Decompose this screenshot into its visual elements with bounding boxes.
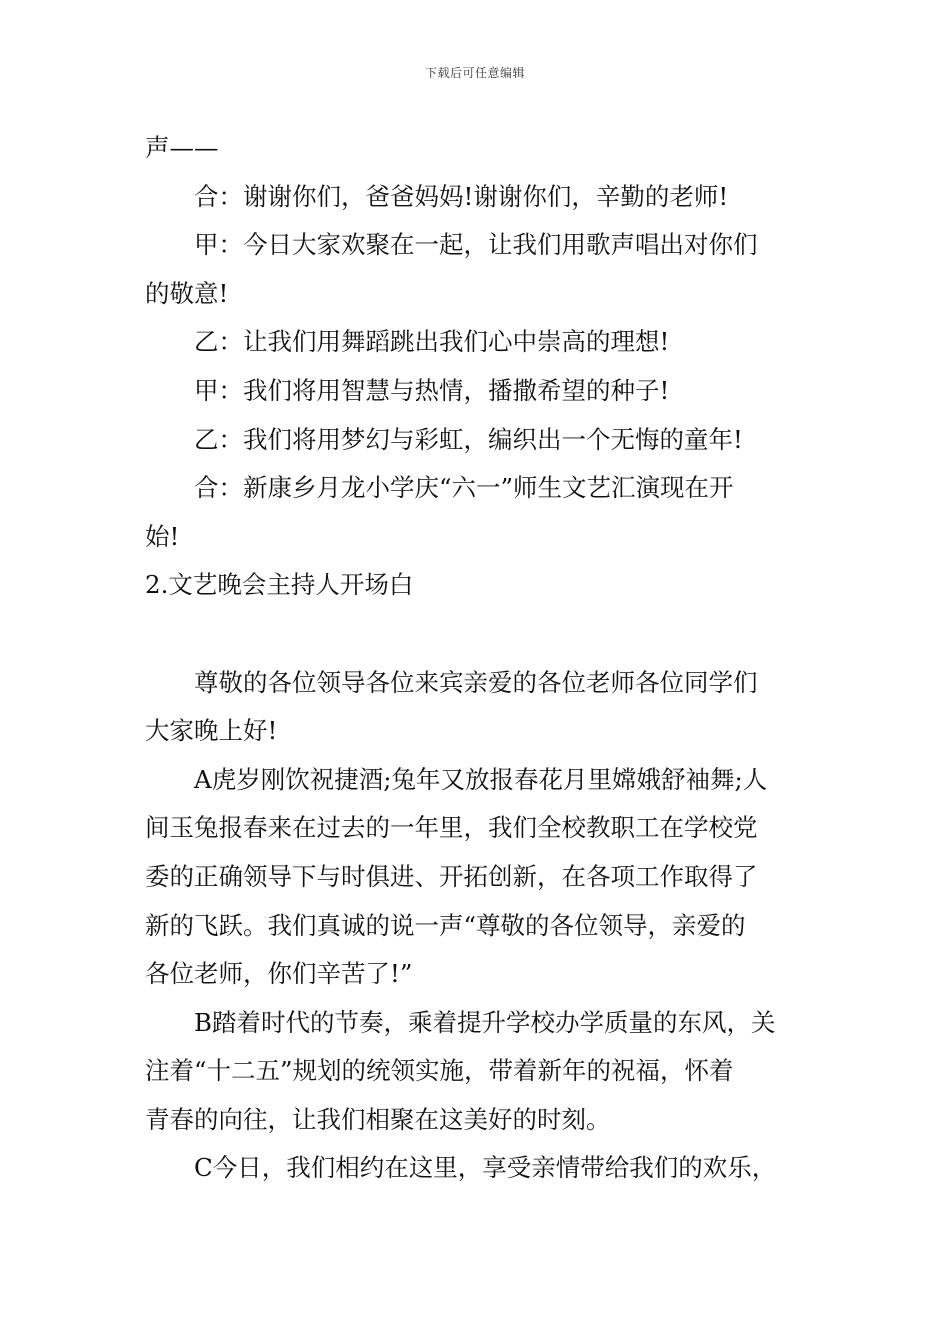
text-line: 乙：让我们用舞蹈跳出我们心中崇高的理想! <box>194 327 670 357</box>
text-line: 委的正确领导下与时俱进、开拓创新，在各项工作取得了 <box>145 861 758 891</box>
text-line: 青春的向往，让我们相聚在这美好的时刻。 <box>145 1104 611 1134</box>
text-line: 乙：我们将用梦幻与彩虹，编织出一个无悔的童年! <box>194 424 743 454</box>
page-header: 下载后可任意编辑 <box>424 66 525 80</box>
text-line: 各位老师，你们辛苦了!” <box>145 959 413 989</box>
text-line: 声—— <box>145 133 219 162</box>
text-line: 合：新康乡月龙小学庆“六一”师生文艺汇演现在开 <box>194 473 734 503</box>
text-line: B踏着时代的节奏，乘着提升学校办学质量的东风，关 <box>194 1007 776 1037</box>
text-line: 尊敬的各位领导各位来宾亲爱的各位老师各位同学们 <box>194 667 758 697</box>
document-body <box>145 124 810 1193</box>
text-line: 甲：我们将用智慧与热情，播撒希望的种子! <box>194 375 670 405</box>
text-line: 注着“十二五”规划的统领实施，带着新年的祝福，怀着 <box>145 1056 734 1086</box>
text-line: A虎岁刚饮祝捷酒;兔年又放报春花月里嫦娥舒袖舞;人 <box>194 764 768 794</box>
text-line: C今日，我们相约在这里，享受亲情带给我们的欢乐， <box>194 1153 777 1183</box>
text-line: 的敬意! <box>145 278 229 308</box>
text-line: 间玉兔报春来在过去的一年里，我们全校教职工在学校党 <box>145 813 758 843</box>
section-heading: 2.文艺晚会主持人开场白 <box>145 570 414 600</box>
text-line: 大家晚上好! <box>145 716 278 746</box>
text-line: 合：谢谢你们，爸爸妈妈!谢谢你们，辛勤的老师! <box>194 181 729 211</box>
blank-line <box>145 610 810 659</box>
text-line: 始! <box>145 521 180 551</box>
text-line: 甲：今日大家欢聚在一起，让我们用歌声唱出对你们 <box>194 230 758 260</box>
text-line: 新的飞跃。我们真诚的说一声“尊敬的各位领导，亲爱的 <box>145 910 746 940</box>
